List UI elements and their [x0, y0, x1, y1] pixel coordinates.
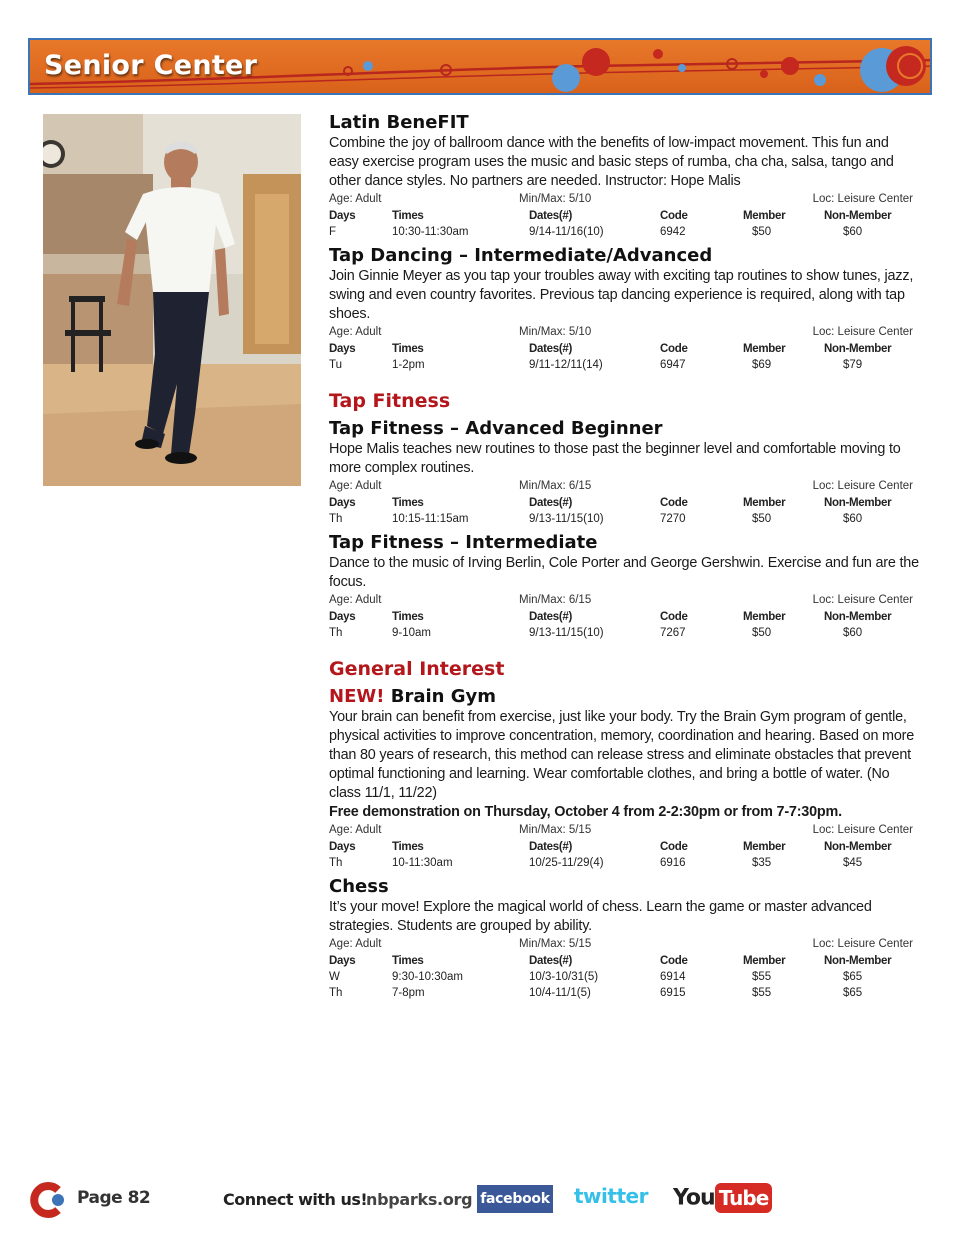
class-meta	[329, 592, 919, 609]
header-banner	[28, 38, 932, 95]
section-title-tap-fitness: Tap Fitness	[329, 390, 451, 412]
youtube-tube-text: Tube	[715, 1183, 773, 1213]
cell-dates: 9/11-12/11(14)	[529, 359, 603, 371]
schedule-table	[329, 341, 919, 373]
cell-code: 7270	[660, 513, 686, 525]
header-days: Days	[329, 611, 356, 623]
schedule-table	[329, 495, 919, 527]
header-times: Times	[392, 343, 424, 355]
minmax-label: Min/Max: 5/10	[519, 326, 592, 338]
schedule-header	[329, 953, 919, 969]
class-tap-dancing	[329, 245, 919, 373]
header-code: Code	[660, 497, 688, 509]
cell-non-member-fee: $60	[843, 513, 863, 525]
minmax-label: Min/Max: 6/15	[519, 594, 592, 606]
header-non-member: Non-Member	[824, 611, 892, 623]
header-member: Member	[743, 955, 786, 967]
header-non-member: Non-Member	[824, 841, 892, 853]
location-label: Loc: Leisure Center	[812, 480, 913, 492]
cell-times: 9-10am	[392, 627, 431, 639]
cell-code: 6915	[660, 987, 686, 999]
header-member: Member	[743, 611, 786, 623]
header-dates: Dates(#)	[529, 497, 572, 509]
class-brain-gym	[329, 686, 919, 871]
page-title: Senior Center	[44, 50, 258, 81]
header-non-member: Non-Member	[824, 497, 892, 509]
twitter-link[interactable]: twitter	[574, 1184, 648, 1208]
class-chess	[329, 876, 919, 1001]
table-row	[329, 985, 919, 1001]
cell-member-fee: $55	[752, 971, 772, 983]
cell-times: 9:30-10:30am	[392, 971, 463, 983]
cell-times: 7-8pm	[392, 987, 425, 999]
cell-dates: 10/25-11/29(4)	[529, 857, 604, 869]
class-note: Free demonstration on Thursday, October 4 from 2-2:30pm or from 7-7:30pm.	[329, 804, 842, 820]
header-code: Code	[660, 611, 688, 623]
age-label: Age: Adult	[329, 594, 382, 606]
table-row	[329, 511, 919, 527]
cell-times: 10:30-11:30am	[392, 226, 469, 238]
cell-code: 6942	[660, 226, 686, 238]
table-row	[329, 224, 919, 240]
cell-days: F	[329, 226, 337, 238]
dancer-photo	[43, 114, 301, 486]
location-label: Loc: Leisure Center	[812, 824, 913, 836]
class-meta	[329, 478, 919, 495]
schedule-header	[329, 609, 919, 625]
schedule-table	[329, 609, 919, 641]
cell-member-fee: $50	[752, 226, 772, 238]
class-description: Combine the joy of ballroom dance with the benefits of low-impact movement. This fun and easy exercise program uses the music and basic steps of rumba, cha cha, salsa, tango and other dance styles. No partners are needed. Instructor: Hope Malis	[329, 135, 894, 189]
age-label: Age: Adult	[329, 938, 382, 950]
cell-dates: 9/14-11/16(10)	[529, 226, 604, 238]
table-row	[329, 625, 919, 641]
minmax-label: Min/Max: 5/15	[519, 938, 592, 950]
cell-non-member-fee: $65	[843, 987, 863, 999]
header-code: Code	[660, 343, 688, 355]
new-tag: NEW!	[329, 686, 385, 707]
schedule-table	[329, 953, 919, 1001]
location-label: Loc: Leisure Center	[812, 326, 913, 338]
cell-code: 7267	[660, 627, 686, 639]
cell-times: 10:15-11:15am	[392, 513, 469, 525]
header-non-member: Non-Member	[824, 343, 892, 355]
cell-days: Th	[329, 857, 343, 869]
header-dates: Dates(#)	[529, 611, 572, 623]
header-days: Days	[329, 841, 356, 853]
cell-dates: 9/13-11/15(10)	[529, 627, 604, 639]
header-dates: Dates(#)	[529, 210, 572, 222]
schedule-header	[329, 208, 919, 224]
class-title: Tap Dancing – Intermediate/Advanced	[329, 245, 713, 266]
cell-member-fee: $55	[752, 987, 772, 999]
schedule-header	[329, 839, 919, 855]
header-non-member: Non-Member	[824, 210, 892, 222]
cell-code: 6916	[660, 857, 686, 869]
age-label: Age: Adult	[329, 480, 382, 492]
class-title: Tap Fitness – Advanced Beginner	[329, 418, 663, 439]
header-days: Days	[329, 343, 356, 355]
youtube-you-text: You	[673, 1185, 715, 1211]
cell-dates: 10/4-11/1(5)	[529, 987, 591, 999]
class-meta	[329, 191, 919, 208]
class-listings	[329, 112, 919, 1001]
cell-non-member-fee: $65	[843, 971, 863, 983]
class-meta	[329, 822, 919, 839]
header-days: Days	[329, 497, 356, 509]
class-meta	[329, 936, 919, 953]
class-description: It’s your move! Explore the magical world of chess. Learn the game or master advanced strategies. Students are grouped by ability.	[329, 899, 872, 934]
header-member: Member	[743, 841, 786, 853]
location-label: Loc: Leisure Center	[812, 193, 913, 205]
header-times: Times	[392, 955, 424, 967]
connect-label: Connect with us!	[223, 1190, 368, 1209]
page-footer	[28, 1180, 932, 1220]
header-member: Member	[743, 210, 786, 222]
cell-days: Th	[329, 513, 343, 525]
header-code: Code	[660, 841, 688, 853]
header-non-member: Non-Member	[824, 955, 892, 967]
cell-member-fee: $50	[752, 627, 772, 639]
class-description: Your brain can benefit from exercise, just like your body. Try the Brain Gym program of gentle, physical activities to improve concentration, memory, coordination and hearing. Based on more than 80 years of research, this method can release stress and eliminate obstacles that prevent optimal functioning and learning. Wear comfortable clothes, and bring a bottle of water. (No class 11/1, 11/22)	[329, 709, 915, 801]
class-title	[329, 686, 919, 708]
nbparks-logo-icon	[28, 1182, 68, 1218]
age-label: Age: Adult	[329, 193, 382, 205]
header-dates: Dates(#)	[529, 955, 572, 967]
schedule-header	[329, 495, 919, 511]
header-times: Times	[392, 611, 424, 623]
class-title: Tap Fitness – Intermediate	[329, 532, 598, 553]
cell-times: 1-2pm	[392, 359, 425, 371]
class-title-text: Brain Gym	[390, 686, 496, 707]
cell-code: 6914	[660, 971, 686, 983]
cell-days: Th	[329, 987, 343, 999]
location-label: Loc: Leisure Center	[812, 594, 913, 606]
header-dates: Dates(#)	[529, 841, 572, 853]
header-member: Member	[743, 343, 786, 355]
class-description: Hope Malis teaches new routines to those past the beginner level and comfortable moving to more complex routines.	[329, 441, 901, 476]
class-latin-benefit	[329, 112, 919, 240]
header-times: Times	[392, 497, 424, 509]
table-row	[329, 357, 919, 373]
schedule-table	[329, 839, 919, 871]
cell-dates: 9/13-11/15(10)	[529, 513, 604, 525]
header-times: Times	[392, 210, 424, 222]
class-title: Chess	[329, 876, 389, 897]
cell-days: Th	[329, 627, 343, 639]
age-label: Age: Adult	[329, 326, 382, 338]
location-label: Loc: Leisure Center	[812, 938, 913, 950]
minmax-label: Min/Max: 5/10	[519, 193, 592, 205]
facebook-link[interactable]: facebook	[477, 1185, 553, 1213]
class-title: Latin BeneFIT	[329, 112, 469, 133]
age-label: Age: Adult	[329, 824, 382, 836]
cell-days: W	[329, 971, 340, 983]
header-times: Times	[392, 841, 424, 853]
header-member: Member	[743, 497, 786, 509]
table-row	[329, 855, 919, 871]
cell-days: Tu	[329, 359, 342, 371]
header-code: Code	[660, 210, 688, 222]
schedule-header	[329, 341, 919, 357]
page-number: Page 82	[77, 1188, 151, 1208]
cell-non-member-fee: $79	[843, 359, 863, 371]
cell-non-member-fee: $60	[843, 226, 863, 238]
header-days: Days	[329, 210, 356, 222]
youtube-link[interactable]	[673, 1183, 772, 1215]
class-description: Dance to the music of Irving Berlin, Cole Porter and George Gershwin. Exercise and fun are the focus.	[329, 555, 919, 590]
header-days: Days	[329, 955, 356, 967]
class-meta	[329, 324, 919, 341]
cell-code: 6947	[660, 359, 686, 371]
section-title-general-interest: General Interest	[329, 658, 505, 680]
cell-non-member-fee: $45	[843, 857, 863, 869]
cell-member-fee: $35	[752, 857, 772, 869]
website-link[interactable]: nbparks.org	[366, 1190, 473, 1209]
class-tap-fitness-intermediate	[329, 532, 919, 641]
minmax-label: Min/Max: 6/15	[519, 480, 592, 492]
cell-dates: 10/3-10/31(5)	[529, 971, 599, 983]
header-dates: Dates(#)	[529, 343, 572, 355]
schedule-table	[329, 208, 919, 240]
cell-times: 10-11:30am	[392, 857, 453, 869]
table-row	[329, 969, 919, 985]
class-tap-fitness-advanced-beginner	[329, 418, 919, 527]
header-code: Code	[660, 955, 688, 967]
cell-member-fee: $69	[752, 359, 772, 371]
minmax-label: Min/Max: 5/15	[519, 824, 592, 836]
class-description: Join Ginnie Meyer as you tap your troubles away with exciting tap routines to show tunes, jazz, swing and even country favorites. Previous tap dancing experience is required, along with tap shoes.	[329, 268, 914, 322]
cell-non-member-fee: $60	[843, 627, 863, 639]
cell-member-fee: $50	[752, 513, 772, 525]
